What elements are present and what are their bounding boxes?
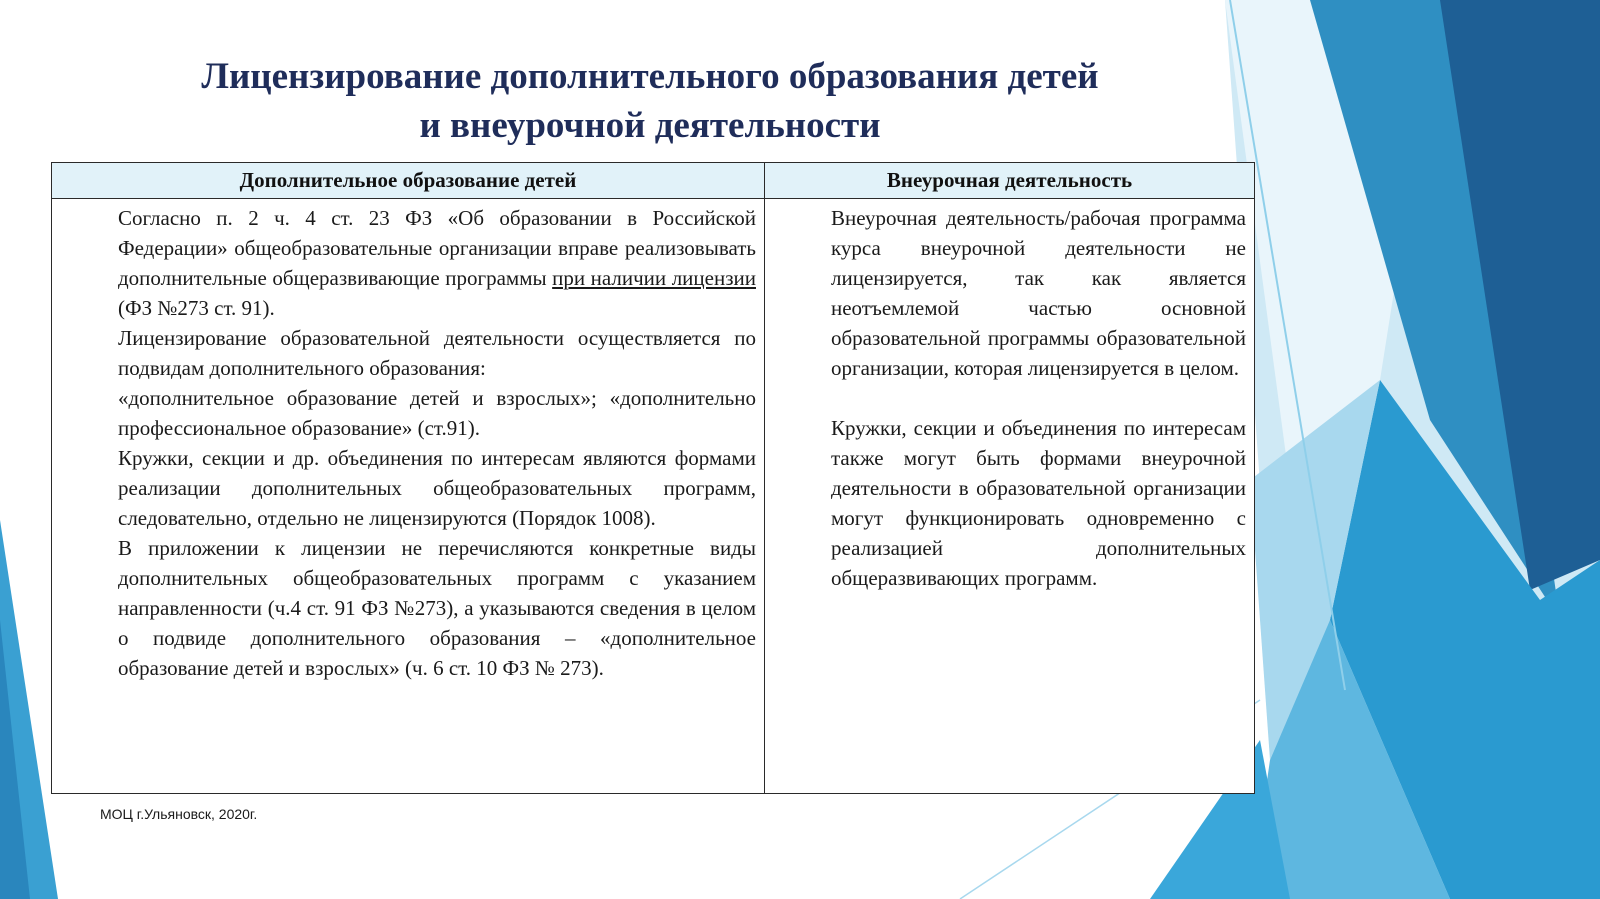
right-paragraph-1: Внеурочная деятельность/рабочая программа курса внеурочной деятельности не лицензируется, так как является неотъемлемой частью основной образовательной программы образовательной организации, которая лицензируется в целом. [831, 206, 1246, 380]
left-p1-tail: (ФЗ №273 ст. 91). [118, 296, 275, 320]
left-paragraph-5: В приложении к лицензии не перечисляются конкретные виды дополнительных общеобразовательных программ с указанием направленности (ч.4 ст. 91 ФЗ №273), а указываются сведения в целом о подвиде дополнительного образования – «дополнительное образование детей и взрослых» (ч. 6 ст. 10 ФЗ № 273). [118, 536, 756, 680]
title-line-1: Лицензирование дополнительного образования детей [201, 56, 1099, 97]
comparison-table [51, 162, 1255, 794]
left-paragraph-1 [118, 203, 756, 323]
table-body-row [52, 199, 1255, 794]
table-header-row [52, 163, 1255, 199]
license-requirement-text: при наличии лицензии [552, 266, 756, 290]
left-paragraph-3: «дополнительное образование детей и взрослых»; «дополнительно профессиональное образование» (ст.91). [118, 386, 756, 440]
header-extracurricular: Внеурочная деятельность [765, 163, 1255, 199]
footer-caption: МОЦ г.Ульяновск, 2020г. [100, 806, 258, 822]
title-line-2: и внеурочной деятельности [419, 105, 881, 146]
right-paragraph-2: Кружки, секции и объединения по интересам также могут быть формами внеурочной деятельности в образовательной организации могут функционировать одновременно с реализацией дополнительных общеразвивающих программ. [831, 416, 1246, 590]
left-p1-text: Согласно п. 2 ч. 4 ст. 23 ФЗ «Об образовании в Российской Федерации» общеобразовательные организации вправе реализовывать дополнительные общеразвивающие программы [118, 206, 756, 290]
paragraph-spacer [831, 383, 1246, 413]
slide-title [100, 52, 1200, 150]
left-paragraph-2: Лицензирование образовательной деятельности осуществляется по подвидам дополнительного образования: [118, 326, 756, 380]
header-additional-education: Дополнительное образование детей [52, 163, 765, 199]
left-cell [52, 199, 765, 794]
right-cell [765, 199, 1255, 794]
left-paragraph-4: Кружки, секции и др. объединения по интересам являются формами реализации дополнительных общеобразовательных программ, следовательно, отдельно не лицензируются (Порядок 1008). [118, 446, 756, 530]
